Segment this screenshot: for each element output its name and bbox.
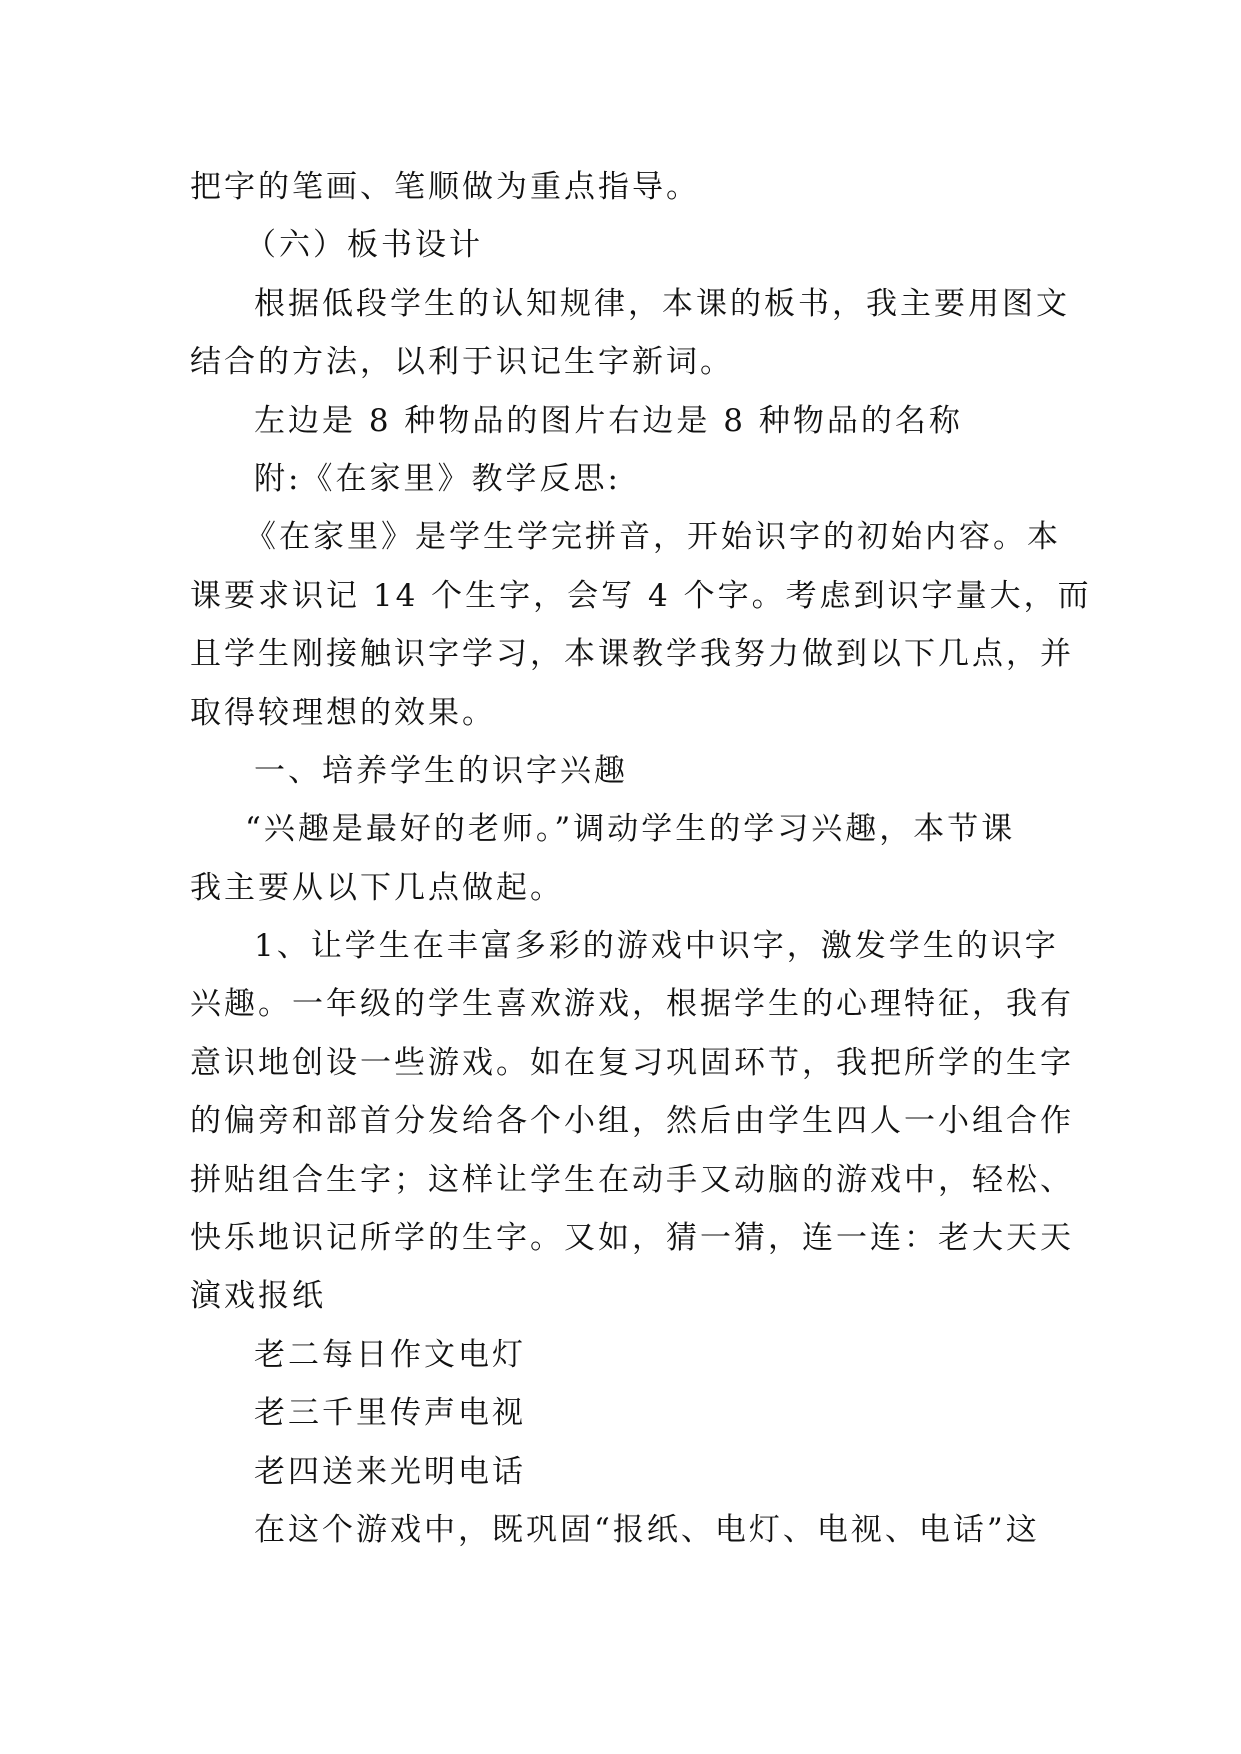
paragraph-line: 快乐地识记所学的生字。又如，猜一猜，连一连：老大天天	[190, 1220, 1074, 1257]
paragraph-line: 意识地创设一些游戏。如在复习巩固环节，我把所学的生字	[190, 1044, 1074, 1081]
paragraph-line: 课要求识记 14 个生字，会写 4 个字。考虑到识字量大，而	[190, 577, 1092, 614]
paragraph-line: 结合的方法，以利于识记生字新词。	[190, 344, 734, 381]
paragraph-line: 我主要从以下几点做起。	[190, 869, 564, 906]
paragraph-line: 且学生刚接触识字学习，本课教学我努力做到以下几点，并	[190, 636, 1074, 673]
paragraph-line: 左边是 8 种物品的图片右边是 8 种物品的名称	[254, 402, 963, 439]
paragraph-line: 演戏报纸	[190, 1278, 326, 1315]
riddle-line: 老二每日作文电灯	[254, 1336, 526, 1373]
section-heading: 一、培养学生的识字兴趣	[254, 752, 628, 789]
paragraph-line: 的偏旁和部首分发给各个小组，然后由学生四人一小组合作	[190, 1103, 1074, 1140]
riddle-line: 老四送来光明电话	[254, 1453, 526, 1490]
paragraph-line: 在这个游戏中，既巩固“报纸、电灯、电视、电话”这	[254, 1511, 1040, 1548]
section-heading: （六）板书设计	[245, 227, 483, 264]
paragraph-line: 1、让学生在丰富多彩的游戏中识字，激发学生的识字	[254, 928, 1059, 965]
riddle-line: 老三千里传声电视	[254, 1395, 526, 1432]
text-line: 把字的笔画、笔顺做为重点指导。	[190, 169, 700, 205]
paragraph-line: 取得较理想的效果。	[190, 694, 496, 731]
paragraph-line: 根据低段学生的认知规律，本课的板书，我主要用图文	[254, 285, 1070, 322]
paragraph-line: 兴趣。一年级的学生喜欢游戏，根据学生的心理特征，我有	[190, 986, 1074, 1023]
paragraph-line: “兴趣是最好的老师。”调动学生的学习兴趣，本节课	[245, 811, 1016, 848]
paragraph-line: 《在家里》是学生学完拼音，开始识字的初始内容。本	[245, 519, 1061, 556]
paragraph-line: 拼贴组合生字；这样让学生在动手又动脑的游戏中，轻松、	[190, 1161, 1074, 1198]
document-body	[190, 158, 1092, 1559]
appendix-heading: 附:《在家里》教学反思:	[254, 460, 621, 497]
